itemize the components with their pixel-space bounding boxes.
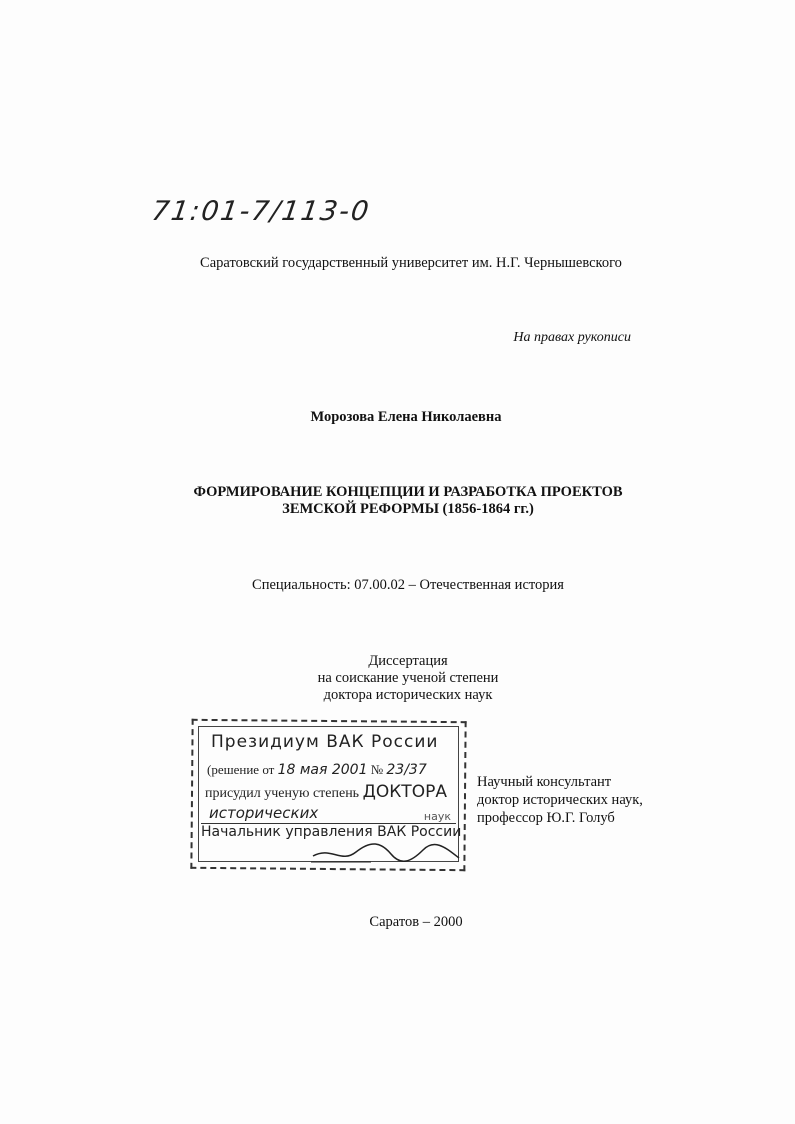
stamp-number-prefix: № [370, 762, 384, 777]
city-year: Саратов – 2000 [369, 914, 463, 930]
stamp-awarded-text: присудил ученую степень [205, 786, 360, 801]
consultant-line-1: Научный консультант [477, 774, 612, 790]
stamp-number: 23/37 [386, 762, 427, 778]
stamp-decision [207, 762, 427, 778]
stamp-science-field: исторических [209, 804, 319, 822]
stamp-degree: ДОКТОРА [362, 782, 447, 802]
manuscript-note: На правах рукописи [513, 330, 631, 345]
dissertation-line-3: доктора исторических наук [323, 687, 493, 703]
dissertation-degree [0, 653, 795, 704]
signature-icon [311, 838, 461, 866]
dissertation-title [0, 484, 795, 518]
vak-stamp [191, 720, 466, 870]
consultant-line-2: доктор исторических наук, [477, 792, 643, 808]
consultant-line-3: профессор Ю.Г. Голуб [477, 810, 615, 826]
dissertation-line-1: Диссертация [368, 653, 448, 669]
stamp-title: Президиум ВАК России [211, 732, 439, 752]
stamp-decision-prefix: (решение от [207, 762, 275, 777]
scientific-consultant [477, 773, 643, 827]
author-name: Морозова Елена Николаевна [310, 409, 502, 425]
stamp-head: Начальник управления ВАК России [201, 824, 462, 840]
title-line-2: ЗЕМСКОЙ РЕФОРМЫ (1856-1864 гг.) [282, 501, 534, 517]
stamp-science [209, 804, 459, 822]
stamp-decision-date: 18 мая 2001 [277, 762, 368, 778]
dissertation-line-2: на соискание ученой степени [317, 670, 499, 686]
stamp-science-suffix: наук [423, 810, 451, 823]
specialty: Специальность: 07.00.02 – Отечественная история [252, 577, 564, 593]
university-name: Саратовский государственный университет им. Н.Г. Чернышевского [200, 255, 622, 271]
handwritten-code: 71:01-7/113-0 [149, 196, 373, 227]
stamp-awarded [205, 782, 447, 802]
title-line-1: ФОРМИРОВАНИЕ КОНЦЕПЦИИ И РАЗРАБОТКА ПРОЕКТОВ [193, 484, 623, 500]
